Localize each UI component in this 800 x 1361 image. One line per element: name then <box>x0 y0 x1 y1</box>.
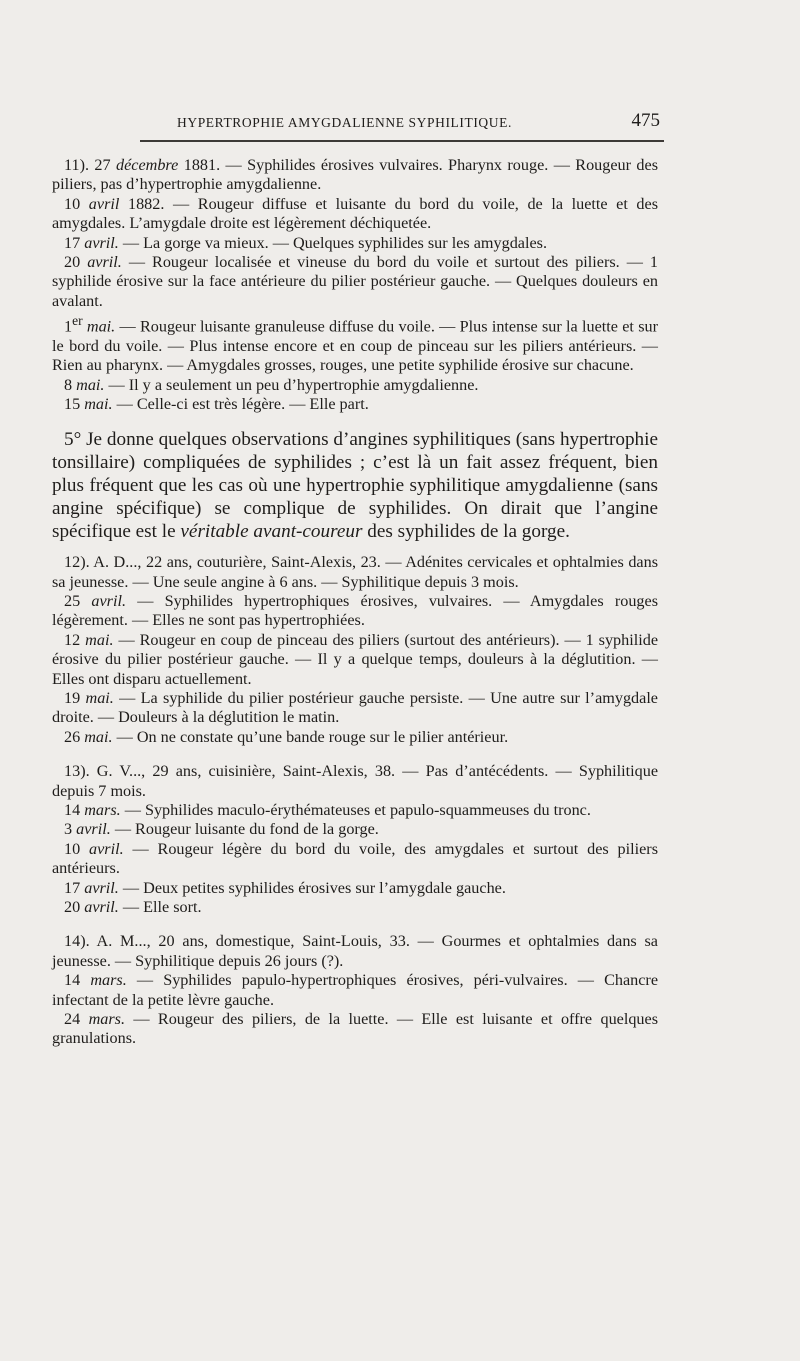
date-italic: mai. <box>76 375 105 394</box>
text-run: — Rougeur en coup de pinceau des piliers (surtout des antérieurs). — 1 syphilide érosive du pilier postérieur gauche. — Il y a quelque temps, douleurs à la déglutition. — Elles ont disparu actuellement. <box>52 630 659 688</box>
date-italic: avril. <box>89 839 124 858</box>
text-run: — Celle-ci est très légère. — Elle part. <box>112 395 369 414</box>
text-run: — Elle sort. <box>118 898 202 917</box>
date-italic: mars. <box>88 1010 125 1029</box>
page-number: 475 <box>631 110 660 131</box>
text-run: 5° Je donne quelques observations d’angines syphilitiques (sans hypertrophie tonsillaire) compliquées de syphilides ; c’est là un fait assez fréquent, bien plus fréquent que les cas où une hypertrophie syphilitique amygdalienne (sans angine spécifique) se complique de syphilides. On dirait que l’angine spécifique est le <box>52 428 658 543</box>
date-italic: avril. <box>87 253 122 272</box>
text-run: 13). G. V..., 29 ans, cuisinière, Saint-Alexis, 38. — Pas d’antécédents. — Syphilitique depuis 7 mois. <box>52 762 658 800</box>
case-11-entry <box>52 311 658 376</box>
text-run: 3 <box>64 820 77 839</box>
text-run: 10 <box>64 839 90 858</box>
text-run: 8 <box>64 375 77 394</box>
text-run: — Rougeur des piliers, de la luette. — Elle est luisante et offre quelques granulations. <box>52 1010 659 1048</box>
text-run: 20 <box>64 898 85 917</box>
text-run: 17 <box>64 878 85 897</box>
case-11-entry <box>52 395 658 414</box>
header-rule <box>140 140 664 142</box>
date-italic: mai. <box>85 630 114 649</box>
date-italic: avril. <box>84 233 119 252</box>
date-italic: mars. <box>84 801 121 820</box>
case-14-entry <box>52 932 658 971</box>
emphasis-italic: véritable avant-coureur <box>180 521 363 543</box>
case-13-entry <box>52 801 658 820</box>
case-12-entry <box>52 553 658 592</box>
text-run: — Rougeur localisée et vineuse du bord du voile et surtout des piliers. — 1 syphilide érosive sur la face antérieure du pilier postérieur gauche. — Quelques douleurs en avalant. <box>52 253 659 310</box>
text-run: 14 <box>64 971 91 990</box>
date-italic: avril. <box>91 591 127 610</box>
text-run: — La gorge va mieux. — Quelques syphilides sur les amygdales. <box>118 233 547 252</box>
case-13-entry <box>52 820 658 839</box>
case-13-entry <box>52 898 658 917</box>
case-11-entry <box>52 156 658 195</box>
text-run: 14). A. M..., 20 ans, domestique, Saint-Louis, 33. — Gourmes et ophtalmies dans sa jeunesse. — Syphilitique depuis 26 jours (?). <box>52 932 658 970</box>
date-italic: mai. <box>82 317 116 336</box>
text-run: — La syphilide du pilier postérieur gauche persiste. — Une autre sur l’amygdale droite. — Douleurs à la déglutition le matin. <box>52 688 658 727</box>
case-14-entry <box>52 971 658 1010</box>
text-run: — Deux petites syphilides érosives sur l’amygdale gauche. <box>118 878 506 897</box>
case-14-entry <box>52 1010 658 1049</box>
case-12-entry <box>52 689 658 728</box>
text-run: 26 <box>64 727 85 746</box>
date-italic: avril. <box>84 878 119 897</box>
text-run: 12). A. D..., 22 ans, couturière, Saint-Alexis, 23. — Adénites cervicales et ophtalmies dans sa jeunesse. — Une seule angine à 6 ans. — Syphilitique depuis 3 mois. <box>52 553 658 591</box>
running-title: HYPERTROPHIE AMYGDALIENNE SYPHILITIQUE. <box>177 115 512 130</box>
text-run: 1882. — Rougeur diffuse et luisante du bord du voile, de la luette et des amygdales. L’amygdale droite est légèrement déchiquetée. <box>52 194 659 233</box>
text-run: — Syphilides maculo-érythémateuses et papulo-squammeuses du tronc. <box>120 801 591 820</box>
text-run: 15 <box>64 395 85 414</box>
case-12-entry <box>52 631 658 689</box>
text-run: 17 <box>64 233 85 252</box>
text-run: — Syphilides hypertrophiques érosives, vulvaires. — Amygdales rouges légèrement. — Elles ne sont pas hypertrophiées. <box>52 591 659 630</box>
case-11-entry <box>52 195 658 234</box>
case-13-entry <box>52 762 658 801</box>
text-run: 14 <box>64 801 85 820</box>
date-italic: mai. <box>85 688 114 707</box>
text-run: — Il y a seulement un peu d’hypertrophie amygdalienne. <box>104 375 479 394</box>
text-run: — Rougeur luisante granuleuse diffuse du voile. — Plus intense sur la luette et sur le bord du voile. — Plus intense encore et en coup de pinceau sur les piliers antérieurs. — Rien au pharynx. — Amygdales grosses, rouges, une petite syphilide érosive sur chacune. <box>52 317 659 375</box>
text-run: — On ne constate qu’une bande rouge sur le pilier antérieur. <box>112 727 509 746</box>
text-run: 24 <box>64 1010 89 1029</box>
body-text <box>52 156 658 1049</box>
case-13-entry <box>52 840 658 879</box>
text-run: 20 <box>64 253 88 272</box>
date-italic: mai. <box>84 395 113 414</box>
text-run: — Rougeur luisante du fond de la gorge. <box>110 820 379 839</box>
text-run: — Rougeur légère du bord du voile, des amygdales et surtout des piliers antérieurs. <box>52 839 659 878</box>
text-run: 19 <box>64 688 86 707</box>
superscript: er <box>72 313 83 329</box>
text-run: 1881. — Syphilides érosives vulvaires. Pharynx rouge. — Rougeur des piliers, pas d’hypertrophie amygdalienne. <box>52 156 658 194</box>
text-run: — Syphilides papulo-hypertrophiques érosives, péri-vulvaires. — Chancre infectant de la petite lèvre gauche. <box>52 971 658 1009</box>
date-italic: avril. <box>76 820 111 839</box>
case-12-entry <box>52 728 658 747</box>
page-header <box>52 110 664 134</box>
text-run: 12 <box>64 630 86 649</box>
text-run: des syphilides de la gorge. <box>362 521 570 543</box>
text-run: 10 <box>64 194 89 213</box>
date-italic: mars. <box>90 971 127 990</box>
date-italic: avril. <box>84 898 119 917</box>
text-run: 1 <box>64 317 73 336</box>
section-5-paragraph <box>52 428 658 543</box>
case-12-entry <box>52 592 658 631</box>
date-italic: décembre <box>116 156 179 174</box>
case-11-entry <box>52 234 658 253</box>
text-run: 25 <box>64 591 92 610</box>
case-11-entry <box>52 376 658 395</box>
case-11-entry <box>52 253 658 311</box>
date-italic: avril <box>88 194 120 213</box>
date-italic: mai. <box>84 727 113 746</box>
text-run: 11). 27 <box>64 156 116 174</box>
case-13-entry <box>52 879 658 898</box>
